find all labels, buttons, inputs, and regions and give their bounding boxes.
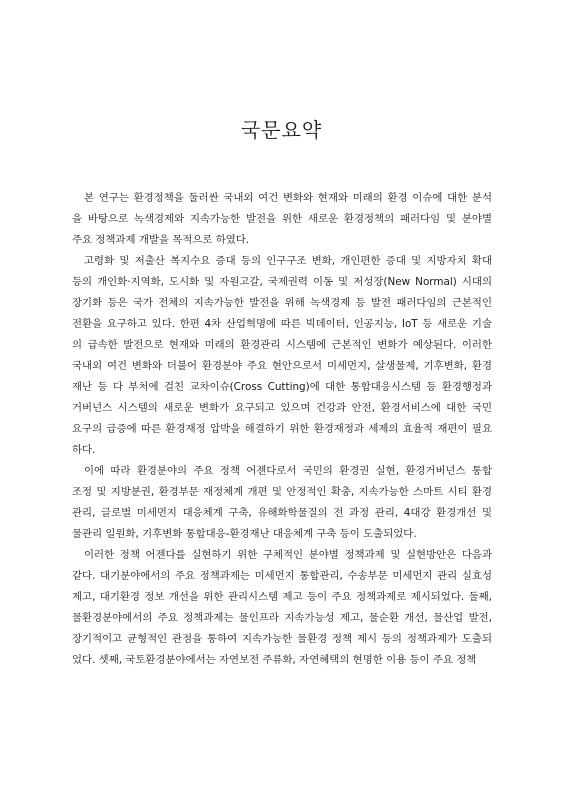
paragraph-4: [72, 545, 492, 671]
text-line: 이에 따라 환경분야의 주요 정책 어젠다로서 국민의 환경권 실현, 환경거버넌스 통합: [84, 465, 492, 477]
text-line: 재난 등 다 부처에 걸친 교차이슈(Cross Cutting)에 대한 통합대응시스템 등 환경행정과: [72, 381, 492, 393]
text-line: 장기적이고 균형적인 관점을 통하여 지속가능한 물환경 정책 제시 등의 정책과제가 도출되: [72, 633, 492, 645]
paragraph-3: [72, 461, 492, 545]
paragraph-1: [72, 188, 492, 251]
text-line: 같다. 대기분야에서의 주요 정책과제는 미세먼지 통합관리, 수송부문 미세먼지 관리 실효성: [72, 570, 492, 582]
text-line: 본 연구는 환경정책을 둘러싼 국내외 여건 변화와 현재와 미래의 환경 이슈에 대한 분석: [84, 192, 492, 204]
text-line: 의 급속한 발전으로 현재와 미래의 환경관리 시스템에 근본적인 변화가 예상된다. 이러한: [72, 339, 492, 351]
text-line: 전환을 요구하고 있다. 한편 4차 산업혁명에 따른 빅데이터, 인공지능, IoT 등 새로운 기술: [72, 318, 492, 330]
text-line: 을 바탕으로 녹색경제와 지속가능한 발전을 위한 새로운 환경정책의 패러다임 및 분야별: [72, 213, 492, 225]
text-line: 고령화 및 저출산 복지수요 증대 등의 인구구조 변화, 개인편한 증대 및 지방자치 확대: [84, 255, 492, 267]
text-line: 물관리 일원화, 기후변화 통합대응-환경재난 대응체계 구축 등이 도출되었다.: [72, 528, 417, 540]
text-line: 관리, 글로벌 미세먼지 대응체계 구축, 유해화학물질의 전 과정 관리, 4대강 환경개선 및: [72, 507, 492, 519]
text-line: 었다. 셋째, 국토환경분야에서는 자연보전 주류화, 자연혜택의 현명한 이용 등이 주요 정책: [72, 654, 477, 666]
paragraph-2: [72, 251, 492, 461]
text-line: 국내외 여건 변화와 더불어 환경분야 주요 현안으로서 미세먼지, 살생물제, 기후변화, 환경: [72, 360, 492, 372]
text-line: 이러한 정책 어젠다를 실현하기 위한 구체적인 분야별 정책과제 및 실현방안은 다음과: [84, 549, 492, 561]
page-title: 국문요약: [240, 118, 323, 142]
text-line: 물환경분야에서의 주요 정책과제는 물인프라 지속가능성 제고, 물순환 개선, 물산업 발전,: [72, 612, 492, 624]
text-line: 장기화 등은 국가 전체의 지속가능한 발전을 위해 녹색경제 등 발전 패러다임의 근본적인: [72, 297, 492, 309]
text-line: 제고, 대기환경 정보 개선을 위한 관리시스템 제고 등이 주요 정책과제로 제시되었다. 둘째,: [72, 591, 492, 603]
text-line: 주요 정책과제 개발을 목적으로 하였다.: [72, 234, 250, 246]
text-line: 조정 및 지방분권, 환경부문 재정체계 개편 및 안정적인 확충, 지속가능한 스마트 시티 환경: [72, 486, 492, 498]
text-line: 거버넌스 시스템의 새로운 변화가 요구되고 있으며 건강과 안전, 환경서비스에 대한 국민: [72, 402, 492, 414]
text-line: 요구의 급증에 따른 환경재정 압박을 해결하기 위한 환경재정과 세제의 효율적 재편이 필요: [72, 423, 492, 435]
summary-body: [72, 188, 492, 671]
text-line: 하다.: [72, 444, 96, 456]
text-line: 등의 개인화·지역화, 도시화 및 자원고갈, 국제권력 이동 및 저성장(New Normal) 시대의: [72, 276, 492, 288]
